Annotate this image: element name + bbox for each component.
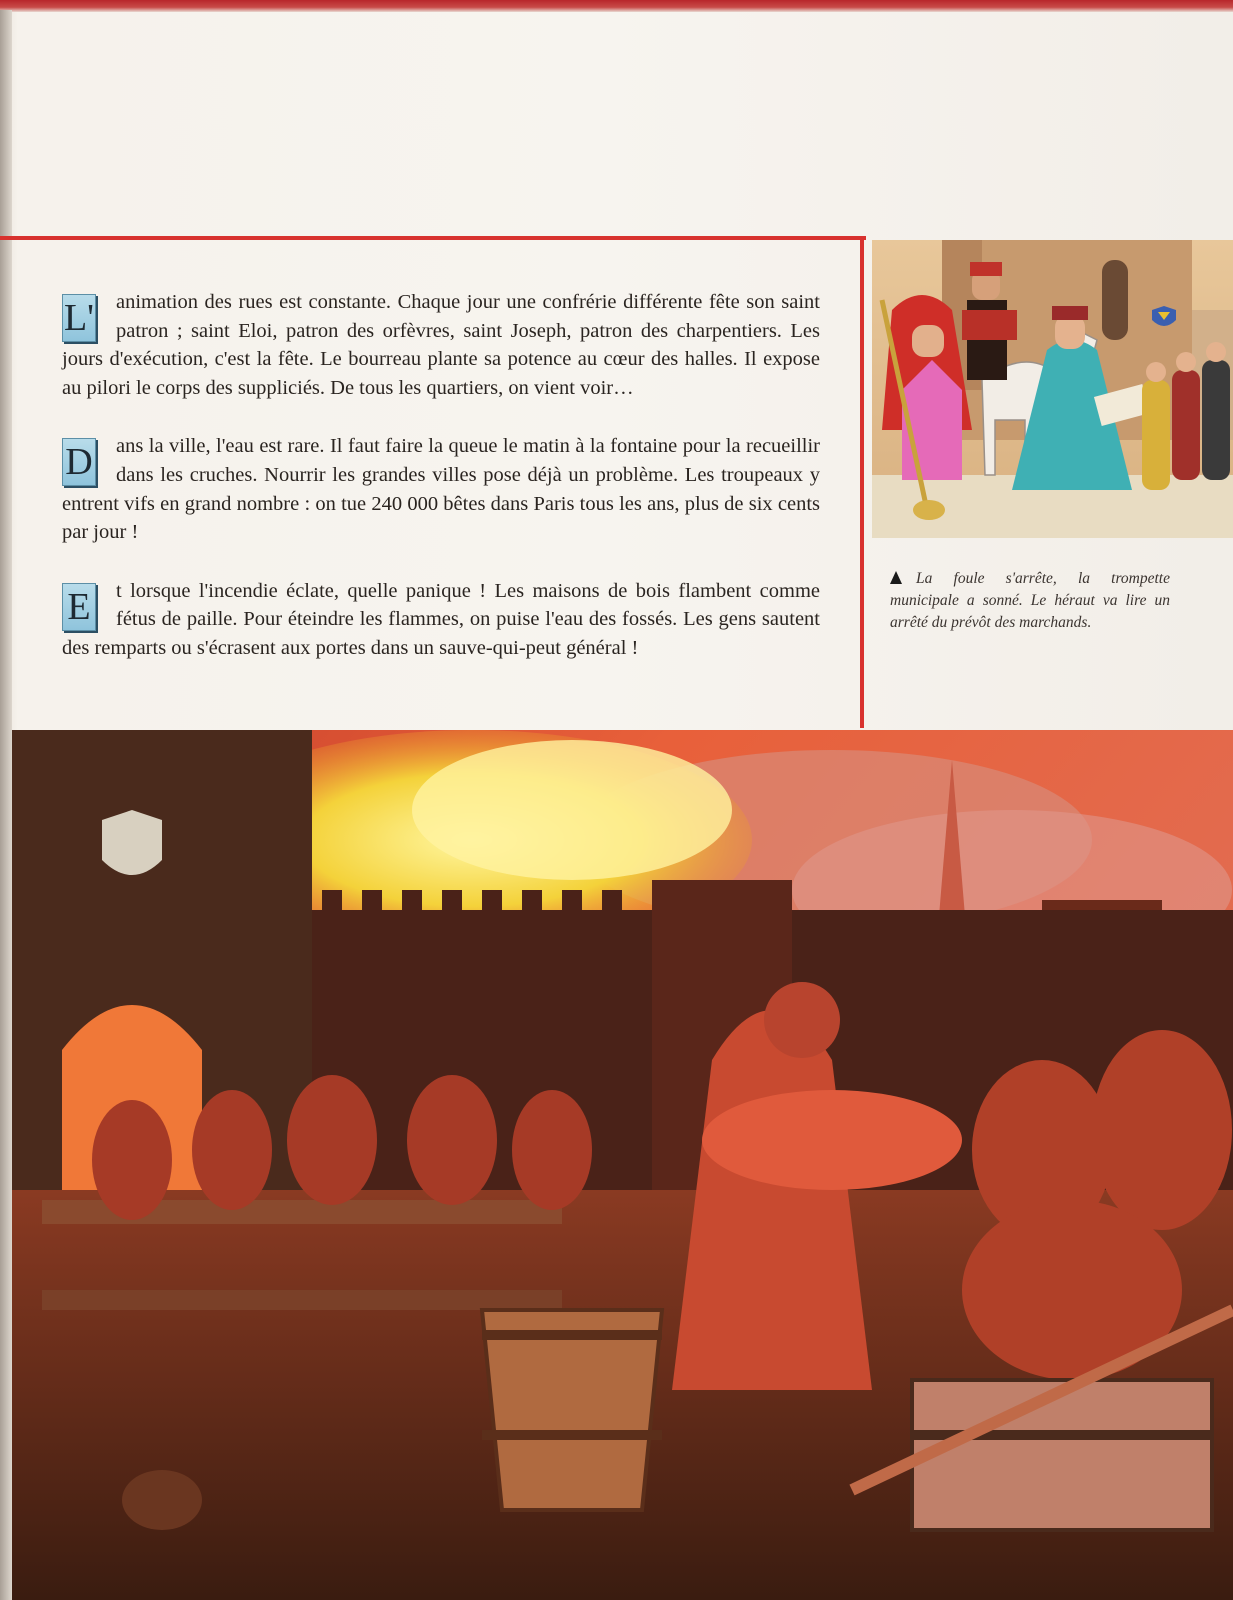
frame-rule-top — [0, 236, 866, 240]
fire-scene — [12, 730, 1233, 1600]
caption-arrow-icon — [890, 571, 902, 584]
drop-cap: L' — [62, 294, 96, 342]
drop-cap: D — [62, 438, 96, 486]
fire-illustration — [12, 730, 1233, 1600]
paragraph-3 — [62, 577, 820, 663]
paragraph-text: t lorsque l'incendie éclate, quelle panique ! Les maisons de bois flambent comme fétus de paille. Pour éteindre les flammes, on puise l'eau des fossés. Les gens sautent des remparts ou s'écrasent aux portes dans un sauve-qui-peut général ! — [62, 579, 820, 659]
page-top-edge — [0, 0, 1233, 12]
illustration-caption — [890, 568, 1170, 634]
drop-cap: E — [62, 583, 96, 631]
page-spine — [0, 10, 12, 1600]
paragraph-1 — [62, 288, 820, 402]
show-through-heading — [300, 158, 820, 202]
herald-illustration — [872, 240, 1233, 538]
paragraph-2 — [62, 432, 820, 546]
paragraph-text: ans la ville, l'eau est rare. Il faut faire la queue le matin à la fontaine pour la recueillir dans les cruches. Nourrir les grandes villes pose déjà un problème. Les troupeaux y entrent vifs en grand nombre : on tue 240 000 bêtes dans Paris tous les ans, plus de six cents par jour ! — [62, 435, 820, 544]
herald-scene — [872, 240, 1233, 538]
caption-text: La foule s'arrête, la trompette municipale a sonné. Le héraut va lire un arrêté du prévôt des marchands. — [890, 570, 1170, 631]
body-text — [62, 288, 820, 688]
paragraph-text: animation des rues est constante. Chaque jour une confrérie différente fête son saint patron ; saint Eloi, patron des orfèvres, saint Joseph, patron des charpentiers. Les jours d'exécution, c'est la fête. Le bourreau plante sa potence au cœur des halles. Il expose au pilori le corps des suppliciés. De tous les quartiers, on vient voir… — [62, 291, 820, 399]
frame-rule-right — [860, 236, 864, 728]
